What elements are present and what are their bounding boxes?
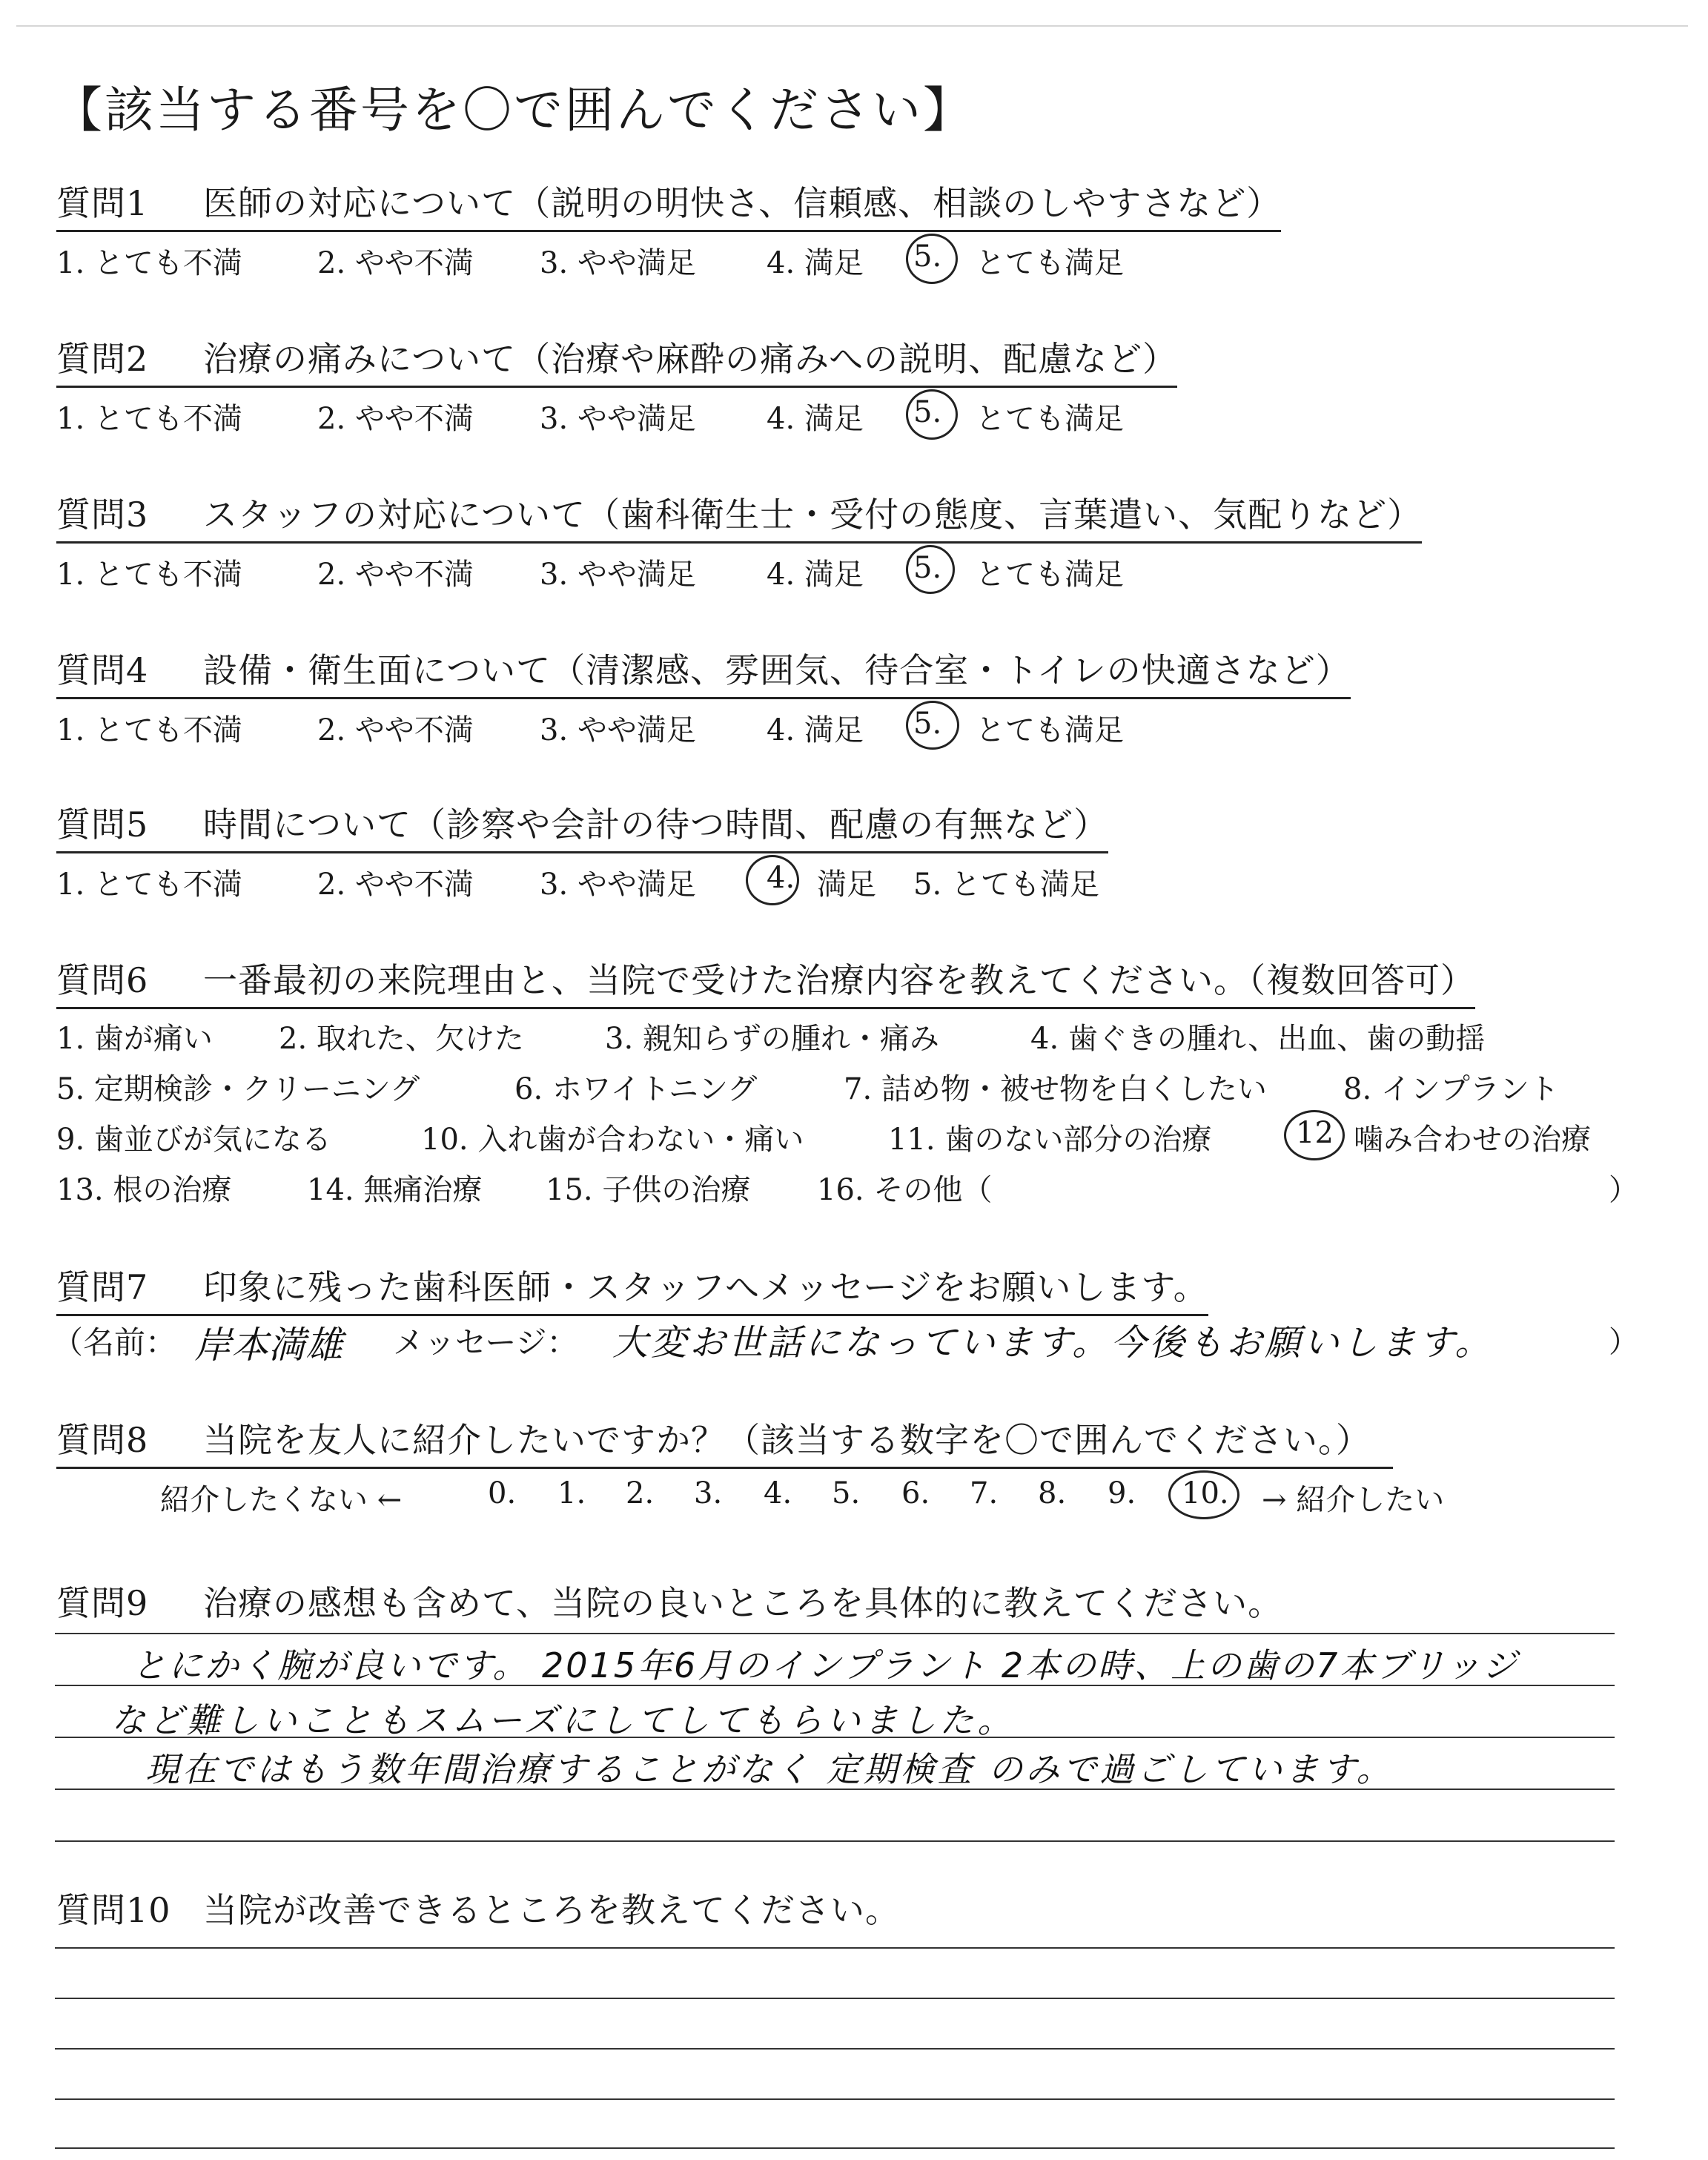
- question-text: 印象に残った歯科医師・スタッフへメッセージをお願いします。: [203, 1267, 1208, 1307]
- selection-circle: [1284, 1110, 1345, 1160]
- question-text: スタッフの対応について（歯科衛生士・受付の態度、言葉遣い、気配りなど）: [203, 495, 1423, 535]
- option-1[interactable]: 1. とても不満: [56, 558, 242, 592]
- question-9: [56, 1576, 1282, 1625]
- question-label: 質問4: [56, 650, 149, 690]
- reason-option[interactable]: 8. インプラント: [1343, 1072, 1559, 1106]
- option-5-text[interactable]: とても満足: [976, 246, 1124, 280]
- reason-option[interactable]: 5. 定期検診・クリーニング: [56, 1072, 420, 1106]
- option-3[interactable]: 3. やや満足: [540, 713, 696, 747]
- rating-options: [56, 707, 1351, 748]
- question-text: 治療の痛みについて（治療や麻酔の痛みへの説明、配慮など）: [203, 339, 1178, 379]
- option-5[interactable]: 5. とても満足: [913, 868, 1099, 902]
- scale-option[interactable]: 1.: [557, 1476, 586, 1510]
- question-text: 当院が改善できるところを教えてください。: [203, 1890, 900, 1930]
- option-2[interactable]: 2. やや不満: [317, 558, 474, 592]
- question-label: 質問7: [56, 1267, 149, 1307]
- option-5-text[interactable]: とても満足: [976, 713, 1124, 747]
- reason-option[interactable]: 2. 取れた、欠けた: [279, 1022, 524, 1056]
- selection-circle: [906, 545, 955, 594]
- reason-option[interactable]: 11. 歯のない部分の治療: [888, 1123, 1212, 1157]
- option-3[interactable]: 3. やや満足: [540, 868, 696, 902]
- question-2: [56, 332, 1177, 437]
- page-heading: 【該当する番号を〇で囲んでください】: [53, 82, 974, 139]
- scale-option[interactable]: 0.: [488, 1476, 517, 1510]
- question-label: 質問2: [56, 339, 149, 379]
- option-4-text[interactable]: 満足: [817, 868, 876, 902]
- option-5-number[interactable]: 5.: [913, 551, 942, 585]
- question-4: [56, 644, 1351, 748]
- rating-options: [56, 861, 1108, 902]
- option-4[interactable]: 4. 満足: [767, 558, 864, 592]
- option-5-text[interactable]: とても満足: [976, 402, 1124, 436]
- option-4[interactable]: 4. 満足: [767, 713, 864, 747]
- option-2[interactable]: 2. やや不満: [317, 713, 474, 747]
- option-5-text[interactable]: とても満足: [976, 558, 1124, 592]
- selection-circle: [1168, 1470, 1239, 1519]
- handwritten-name: 岸本満雄: [194, 1324, 342, 1367]
- handwritten-answer-line: など難しいこともスムーズにしてしてもらいました。: [111, 1700, 1016, 1740]
- reason-options: [56, 1015, 1638, 1217]
- question-label: 質問5: [56, 805, 149, 845]
- scale-option[interactable]: 8.: [1038, 1476, 1067, 1510]
- reason-option-other[interactable]: 16. その他（: [817, 1173, 993, 1207]
- scale-option[interactable]: 5.: [832, 1476, 861, 1510]
- question-7-close-paren: ）: [1609, 1325, 1638, 1359]
- answer-rule: [55, 1633, 1615, 1634]
- answer-rule: [55, 1947, 1615, 1949]
- rating-options: [56, 395, 1177, 437]
- option-3[interactable]: 3. やや満足: [540, 402, 696, 436]
- answer-rule: [55, 2147, 1615, 2149]
- option-5-number[interactable]: 5.: [913, 395, 942, 429]
- reason-option[interactable]: 4. 歯ぐきの腫れ、出血、歯の動揺: [1030, 1022, 1486, 1056]
- option-4-number[interactable]: 4.: [767, 861, 795, 895]
- option-1[interactable]: 1. とても不満: [56, 868, 242, 902]
- question-text: 治療の感想も含めて、当院の良いところを具体的に教えてください。: [203, 1583, 1283, 1623]
- question-2-title: [56, 332, 1177, 388]
- handwritten-answer-line: 現在ではもう数年間治療することがなく 定期検査 のみで過ごしています。: [145, 1749, 1394, 1789]
- reason-option[interactable]: 9. 歯並びが気になる: [56, 1123, 331, 1157]
- question-8-title: [56, 1413, 1393, 1469]
- scale-option[interactable]: 2.: [626, 1476, 655, 1510]
- reason-option[interactable]: 13. 根の治療: [56, 1173, 232, 1207]
- scale-option[interactable]: 9.: [1108, 1476, 1136, 1510]
- question-7-title: [56, 1261, 1208, 1316]
- option-5-number[interactable]: 5.: [913, 240, 942, 274]
- question-text: 時間について（診察や会計の待つ時間、配慮の有無など）: [203, 805, 1109, 845]
- reason-option[interactable]: 10. 入れ歯が合わない・痛い: [421, 1123, 804, 1157]
- reason-option[interactable]: 14. 無痛治療: [307, 1173, 483, 1207]
- scale-option[interactable]: 7.: [970, 1476, 999, 1510]
- option-4[interactable]: 4. 満足: [767, 402, 864, 436]
- question-1-title: [56, 176, 1281, 232]
- question-8: [56, 1413, 1445, 1518]
- reason-option[interactable]: 7. 詰め物・被せ物を白くしたい: [844, 1072, 1267, 1106]
- question-text: 当院を友人に紹介したいですか？（該当する数字を〇で囲んでください。）: [203, 1420, 1371, 1460]
- reason-option[interactable]: 1. 歯が痛い: [56, 1022, 213, 1056]
- reason-option-12-text[interactable]: 噛み合わせの治療: [1354, 1123, 1591, 1157]
- option-2[interactable]: 2. やや不満: [317, 402, 474, 436]
- question-text: 一番最初の来院理由と、当院で受けた治療内容を教えてください。（複数回答可）: [203, 960, 1475, 1000]
- handwritten-message: 大変お世話になっています。今後もお願いします。: [612, 1322, 1494, 1364]
- question-text: 医師の対応について（説明の明快さ、信頼感、相談のしやすさなど）: [203, 183, 1282, 223]
- selection-circle: [906, 389, 958, 440]
- answer-rule: [55, 2098, 1615, 2100]
- question-3-title: [56, 488, 1422, 544]
- scale-left-label: 紹介したくない ←: [160, 1483, 403, 1517]
- top-rule: [16, 25, 1688, 27]
- option-3[interactable]: 3. やや満足: [540, 246, 696, 280]
- option-5-number[interactable]: 5.: [913, 707, 942, 741]
- option-3[interactable]: 3. やや満足: [540, 558, 696, 592]
- scale-option[interactable]: 3.: [694, 1476, 723, 1510]
- question-3: [56, 488, 1422, 592]
- recommend-scale: [56, 1476, 1445, 1518]
- selection-circle: [906, 701, 959, 750]
- scale-option[interactable]: 4.: [764, 1476, 792, 1510]
- question-label: 質問6: [56, 960, 149, 1000]
- question-label: 質問3: [56, 495, 149, 535]
- other-close-paren: ）: [1609, 1173, 1638, 1207]
- answer-rule: [55, 1840, 1615, 1842]
- question-label: 質問10: [56, 1890, 171, 1930]
- question-1: [56, 176, 1281, 281]
- question-5: [56, 798, 1108, 902]
- scale-option[interactable]: 6.: [901, 1476, 930, 1510]
- question-7: [56, 1261, 1208, 1316]
- question-9-title: [56, 1576, 1282, 1625]
- option-2[interactable]: 2. やや不満: [317, 868, 474, 902]
- selection-circle: [746, 855, 799, 905]
- question-label: 質問1: [56, 183, 149, 223]
- option-2[interactable]: 2. やや不満: [317, 246, 474, 280]
- question-label: 質問9: [56, 1583, 149, 1623]
- reason-option[interactable]: 3. 親知らずの腫れ・痛み: [605, 1022, 939, 1056]
- question-10-title: [56, 1883, 900, 1932]
- scale-right-label: → 紹介したい: [1262, 1483, 1445, 1517]
- question-text: 設備・衛生面について（清潔感、雰囲気、待合室・トイレの快適さなど）: [203, 650, 1351, 690]
- question-6-title: [56, 954, 1475, 1009]
- rating-options: [56, 240, 1281, 281]
- rating-options: [56, 551, 1422, 592]
- option-4[interactable]: 4. 満足: [767, 246, 864, 280]
- question-7-name-label: （名前：: [52, 1324, 177, 1361]
- answer-rule: [55, 1998, 1615, 1999]
- scale-option-10[interactable]: 10.: [1182, 1476, 1229, 1510]
- question-5-title: [56, 798, 1108, 853]
- option-1[interactable]: 1. とても不満: [56, 246, 242, 280]
- question-label: 質問8: [56, 1420, 149, 1460]
- option-1[interactable]: 1. とても不満: [56, 713, 242, 747]
- question-4-title: [56, 644, 1351, 699]
- answer-rule: [55, 2048, 1615, 2050]
- option-1[interactable]: 1. とても不満: [56, 402, 242, 436]
- question-7-message-label: メッセージ：: [393, 1324, 578, 1361]
- question-10: [56, 1883, 900, 1932]
- selection-circle: [906, 234, 958, 284]
- reason-option[interactable]: 6. ホワイトニング: [514, 1072, 758, 1106]
- reason-option[interactable]: 15. 子供の治療: [546, 1173, 751, 1207]
- reason-option-12-number[interactable]: 12: [1296, 1116, 1334, 1150]
- handwritten-answer-line: とにかく腕が良いです。 2015年6月のインプラント 2本の時、上の歯の7本ブリッジ: [132, 1645, 1519, 1685]
- question-6: [56, 954, 1638, 1217]
